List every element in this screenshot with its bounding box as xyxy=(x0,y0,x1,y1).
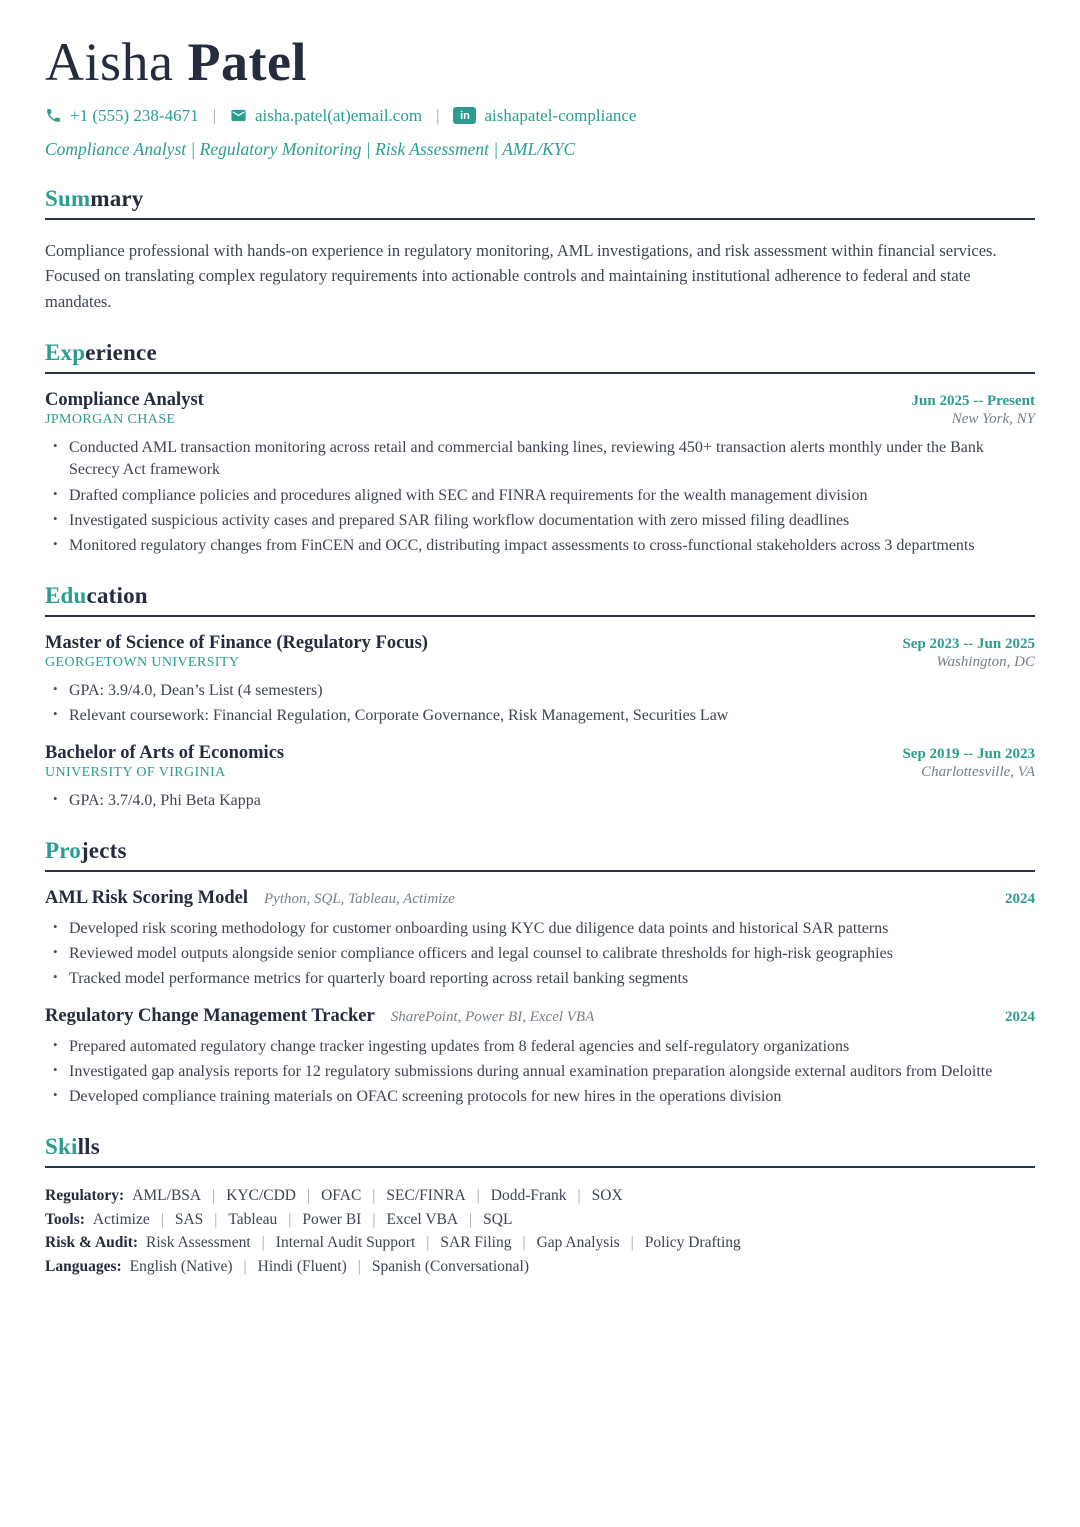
job-location: New York, NY xyxy=(951,411,1035,428)
experience-heading-rest: erience xyxy=(85,340,157,366)
contact-separator: | xyxy=(436,105,440,125)
project-bullet: • Reviewed model outputs alongside senior compliance officers and legal counsel to calibrate thresholds for high-risk geographies xyxy=(45,943,1035,965)
education-bullet: • GPA: 3.9/4.0, Dean’s List (4 semesters) xyxy=(45,680,1035,702)
pipe-separator: | xyxy=(288,1210,292,1228)
experience-entry-header xyxy=(45,390,1035,411)
skill-item: SAS xyxy=(174,1210,204,1228)
first-name: Aisha xyxy=(45,32,174,92)
skill-item: AML/BSA xyxy=(132,1187,202,1205)
skill-item: Tableau xyxy=(228,1210,278,1228)
job-dates: Jun 2025 -- Present xyxy=(911,393,1035,410)
skill-item: Risk Assessment xyxy=(146,1234,251,1252)
section-summary xyxy=(45,186,1035,315)
job-bullet: • Monitored regulatory changes from FinCEN and OCC, distributing impact assessments to cross-functional stakeholders across 3 departments xyxy=(45,535,1035,557)
skill-item: SAR Filing xyxy=(440,1234,512,1252)
summary-heading xyxy=(45,186,1035,220)
education-bullet: • Relevant coursework: Financial Regulation, Corporate Governance, Risk Management, Securities Law xyxy=(45,705,1035,727)
project-bullet: • Tracked model performance metrics for quarterly board reporting across retail banking segments xyxy=(45,968,1035,990)
project-bullet: • Developed risk scoring methodology for customer onboarding using KYC due diligence data points and historical SAR patterns xyxy=(45,918,1035,940)
education-dates: Sep 2023 -- Jun 2025 xyxy=(902,635,1035,652)
pipe-separator: | xyxy=(306,1187,311,1205)
skill-item: SQL xyxy=(483,1210,513,1228)
project-stack: Python, SQL, Tableau, Actimize xyxy=(264,891,455,907)
experience-heading-accent: Exp xyxy=(45,340,86,366)
pipe-separator: | xyxy=(469,1210,473,1228)
skill-row xyxy=(45,1233,1035,1252)
linkedin-icon: in xyxy=(453,107,476,124)
degree-name: Master of Science of Finance (Regulatory Focus) xyxy=(45,632,428,653)
education-heading-rest: cation xyxy=(86,582,148,608)
job-bullet: • Drafted compliance policies and procedures aligned with SEC and FINRA requirements for the wealth management division xyxy=(45,485,1035,507)
linkedin-handle: aishapatel-compliance xyxy=(484,105,637,125)
education-bullet: • GPA: 3.7/4.0, Phi Beta Kappa xyxy=(45,790,1035,812)
education-entry-subheader xyxy=(45,764,1035,781)
mail-icon xyxy=(230,107,247,124)
header xyxy=(45,34,1035,160)
project-entry xyxy=(45,1006,1035,1108)
section-projects xyxy=(45,838,1035,1108)
pipe-separator: | xyxy=(372,1187,376,1205)
section-experience xyxy=(45,340,1035,556)
education-location: Washington, DC xyxy=(936,653,1035,670)
project-bullets xyxy=(45,918,1035,990)
project-entry xyxy=(45,888,1035,990)
skill-item: Power BI xyxy=(302,1210,362,1228)
job-bullets xyxy=(45,437,1035,556)
skill-item: English (Native) xyxy=(129,1257,233,1275)
skill-item: OFAC xyxy=(321,1187,362,1205)
education-bullets xyxy=(45,680,1035,727)
phone-icon xyxy=(45,107,62,124)
education-heading xyxy=(45,583,1035,617)
institution-name: UNIVERSITY OF VIRGINIA xyxy=(45,764,226,780)
pipe-separator: | xyxy=(426,1234,430,1252)
education-entry xyxy=(45,633,1035,727)
skill-item: Internal Audit Support xyxy=(275,1234,416,1252)
skill-items xyxy=(130,1258,529,1275)
last-name: Patel xyxy=(187,32,307,92)
name-heading xyxy=(45,34,1035,91)
skills-heading-rest: lls xyxy=(77,1134,100,1160)
skill-category-label: Regulatory: xyxy=(45,1187,125,1205)
experience-entry-subheader xyxy=(45,411,1035,428)
skill-item: KYC/CDD xyxy=(226,1187,296,1205)
skills-heading xyxy=(45,1134,1035,1168)
section-skills xyxy=(45,1134,1035,1276)
project-stack: SharePoint, Power BI, Excel VBA xyxy=(390,1009,595,1026)
project-title-group xyxy=(45,888,455,909)
project-bullets xyxy=(45,1036,1035,1108)
skill-row xyxy=(45,1186,1035,1205)
project-bullet: • Investigated gap analysis reports for 12 regulatory submissions during annual examination preparation alongside external auditors from Deloitte xyxy=(45,1061,1035,1083)
education-entry-subheader xyxy=(45,654,1035,671)
project-name: AML Risk Scoring Model xyxy=(45,888,248,908)
skill-item: Spanish (Conversational) xyxy=(371,1257,530,1275)
skill-item: Excel VBA xyxy=(386,1210,459,1228)
education-heading-accent: Edu xyxy=(45,582,87,608)
job-title: Compliance Analyst xyxy=(45,390,204,411)
section-education xyxy=(45,583,1035,812)
pipe-separator: | xyxy=(243,1257,247,1275)
skill-item: Hindi (Fluent) xyxy=(257,1257,347,1275)
contact-separator: | xyxy=(212,105,216,125)
experience-heading xyxy=(45,340,1035,374)
skill-category-label: Risk & Audit: xyxy=(45,1234,139,1252)
pipe-separator: | xyxy=(522,1234,526,1252)
project-name: Regulatory Change Management Tracker xyxy=(45,1006,375,1027)
skill-item: Actimize xyxy=(92,1210,150,1228)
projects-heading-accent: Pro xyxy=(45,838,81,863)
pipe-separator: | xyxy=(261,1234,265,1252)
project-title-group xyxy=(45,1006,594,1027)
skill-row xyxy=(45,1210,1035,1229)
project-bullet: • Prepared automated regulatory change tracker ingesting updates from 8 federal agencies and self-regulatory organizations xyxy=(45,1036,1035,1058)
linkedin-item[interactable] xyxy=(453,106,636,126)
phone-number: +1 (555) 238-4671 xyxy=(70,105,199,125)
education-entry-header xyxy=(45,743,1035,764)
projects-heading xyxy=(45,838,1035,872)
education-dates: Sep 2019 -- Jun 2023 xyxy=(902,745,1035,762)
pipe-separator: | xyxy=(577,1187,581,1205)
projects-heading-rest: jects xyxy=(80,838,127,863)
pipe-separator: | xyxy=(160,1210,164,1228)
project-entry-header xyxy=(45,1006,1035,1027)
skill-category-label: Tools: xyxy=(45,1210,85,1228)
company-name: JPMORGAN CHASE xyxy=(45,412,176,428)
skill-item: Dodd-Frank xyxy=(490,1187,567,1205)
skills-heading-accent: Ski xyxy=(45,1134,78,1160)
institution-name: GEORGETOWN UNIVERSITY xyxy=(45,654,240,670)
education-bullets xyxy=(45,790,1035,812)
skill-items xyxy=(93,1211,513,1228)
degree-name: Bachelor of Arts of Economics xyxy=(45,742,285,763)
skill-row xyxy=(45,1257,1035,1276)
email-item[interactable] xyxy=(230,106,422,126)
skill-category-label: Languages: xyxy=(45,1257,122,1275)
email-address: aisha.patel(at)email.com xyxy=(254,105,423,125)
summary-text: Compliance professional with hands-on experience in regulatory monitoring, AML investigations, and risk assessment within financial services. Focused on translating complex regulatory requirements into actionable controls and maintaining institutional adherence to federal and state mandates. xyxy=(45,240,997,311)
summary-heading-rest: mary xyxy=(90,185,144,211)
skill-item: Policy Drafting xyxy=(644,1234,741,1252)
pipe-separator: | xyxy=(212,1187,216,1205)
pipe-separator: | xyxy=(214,1210,218,1228)
pipe-separator: | xyxy=(357,1257,361,1275)
pipe-separator: | xyxy=(476,1187,480,1205)
skill-items xyxy=(146,1234,741,1251)
education-location: Charlottesville, VA xyxy=(921,763,1035,780)
education-entry-header xyxy=(45,633,1035,654)
pipe-separator: | xyxy=(372,1210,376,1228)
skill-item: SOX xyxy=(591,1187,623,1205)
job-bullet: • Conducted AML transaction monitoring across retail and commercial banking lines, reviewing 450+ transaction alerts monthly under the Bank Secrecy Act framework xyxy=(45,437,1035,481)
project-bullet: • Developed compliance training materials on OFAC screening protocols for new hires in the operations division xyxy=(45,1086,1035,1108)
project-year: 2024 xyxy=(1005,891,1035,907)
experience-entry xyxy=(45,390,1035,556)
summary-heading-accent: Sum xyxy=(45,185,91,211)
skill-item: SEC/FINRA xyxy=(386,1187,466,1205)
job-bullet: • Investigated suspicious activity cases and prepared SAR filing workflow documentation with zero missed filing deadlines xyxy=(45,510,1035,532)
skills-block xyxy=(45,1186,1035,1276)
contact-row xyxy=(45,106,1035,126)
phone-item xyxy=(45,106,199,126)
education-entry xyxy=(45,743,1035,812)
tagline: Compliance Analyst | Regulatory Monitoring | Risk Assessment | AML/KYC xyxy=(45,138,576,159)
skill-item: Gap Analysis xyxy=(536,1234,620,1252)
project-entry-header xyxy=(45,888,1035,909)
pipe-separator: | xyxy=(630,1234,634,1252)
skill-items xyxy=(132,1187,622,1204)
project-year: 2024 xyxy=(1005,1009,1035,1026)
